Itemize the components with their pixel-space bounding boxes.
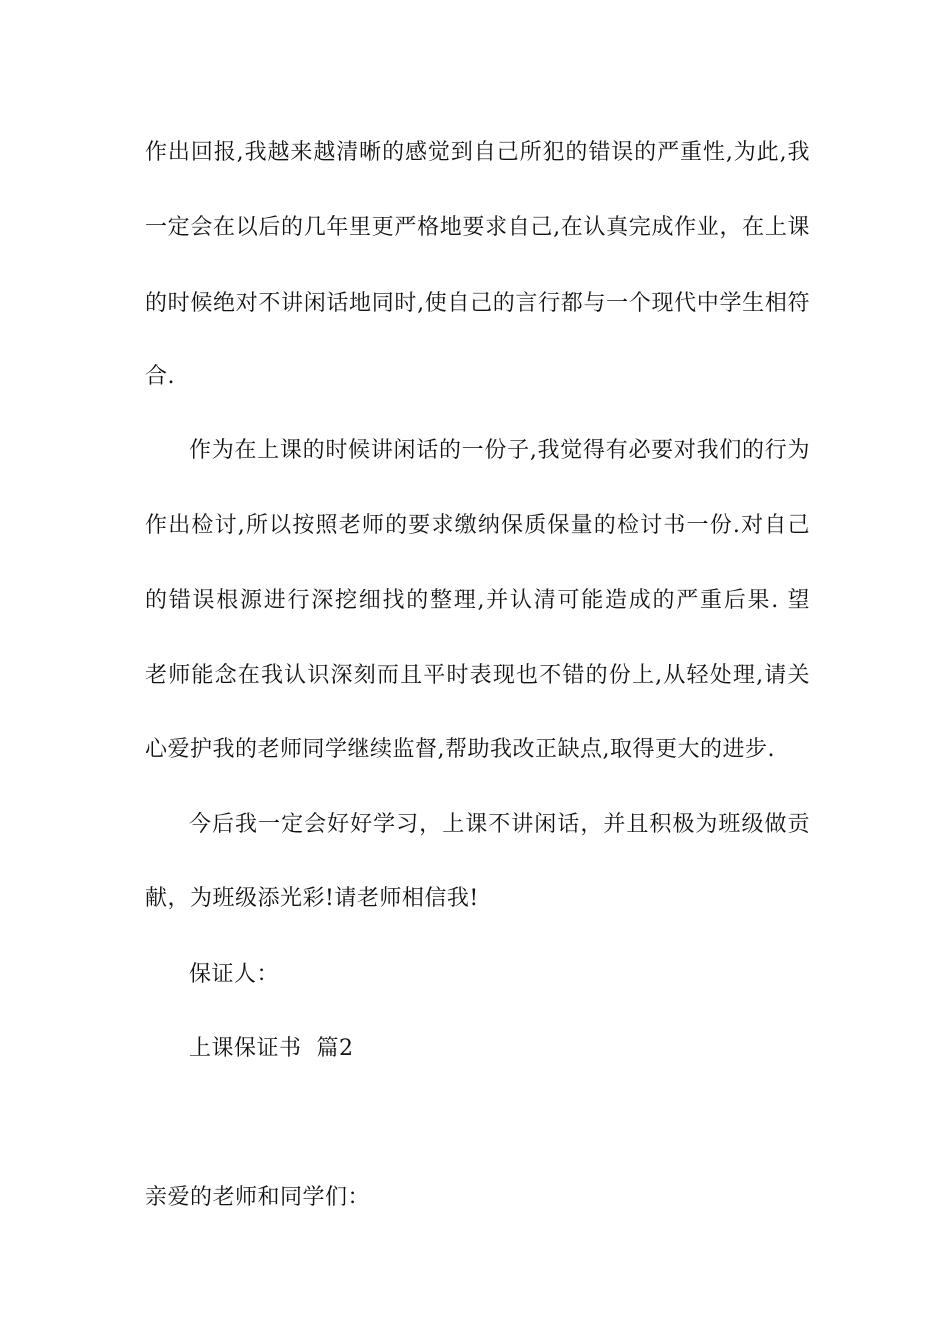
text-line: 的时候绝对不讲闲话地同时,使自己的言行都与一个现代中学生相符 (145, 291, 810, 316)
text-line: 一定会在以后的几年里更严格地要求自己,在认真完成作业，在上课 (145, 215, 810, 240)
section-title: 上课保证书 篇2 (189, 1036, 354, 1061)
signature-label: 保证人： (189, 962, 280, 987)
greeting: 亲爱的老师和同学们： (145, 1185, 371, 1210)
text-line: 作出检讨,所以按照老师的要求缴纳保质保量的检讨书一份.对自己 (145, 513, 810, 538)
text-line: 献，为班级添光彩!请老师相信我! (145, 886, 479, 911)
text-line: 老师能念在我认识深刻而且平时表现也不错的份上,从轻处理,请关 (145, 663, 810, 688)
text-line: 今后我一定会好好学习，上课不讲闲话，并且积极为班级做贡 (189, 812, 810, 837)
text-line: 心爱护我的老师同学继续监督,帮助我改正缺点,取得更大的进步. (145, 737, 775, 762)
text-line: 的错误根源进行深挖细找的整理,并认清可能造成的严重后果. 望 (145, 588, 810, 613)
text-line: 合. (145, 364, 175, 389)
text-line: 作为在上课的时候讲闲话的一份子,我觉得有必要对我们的行为 (189, 438, 810, 463)
text-line: 作出回报,我越来越清晰的感觉到自己所犯的错误的严重性,为此,我 (145, 140, 810, 165)
